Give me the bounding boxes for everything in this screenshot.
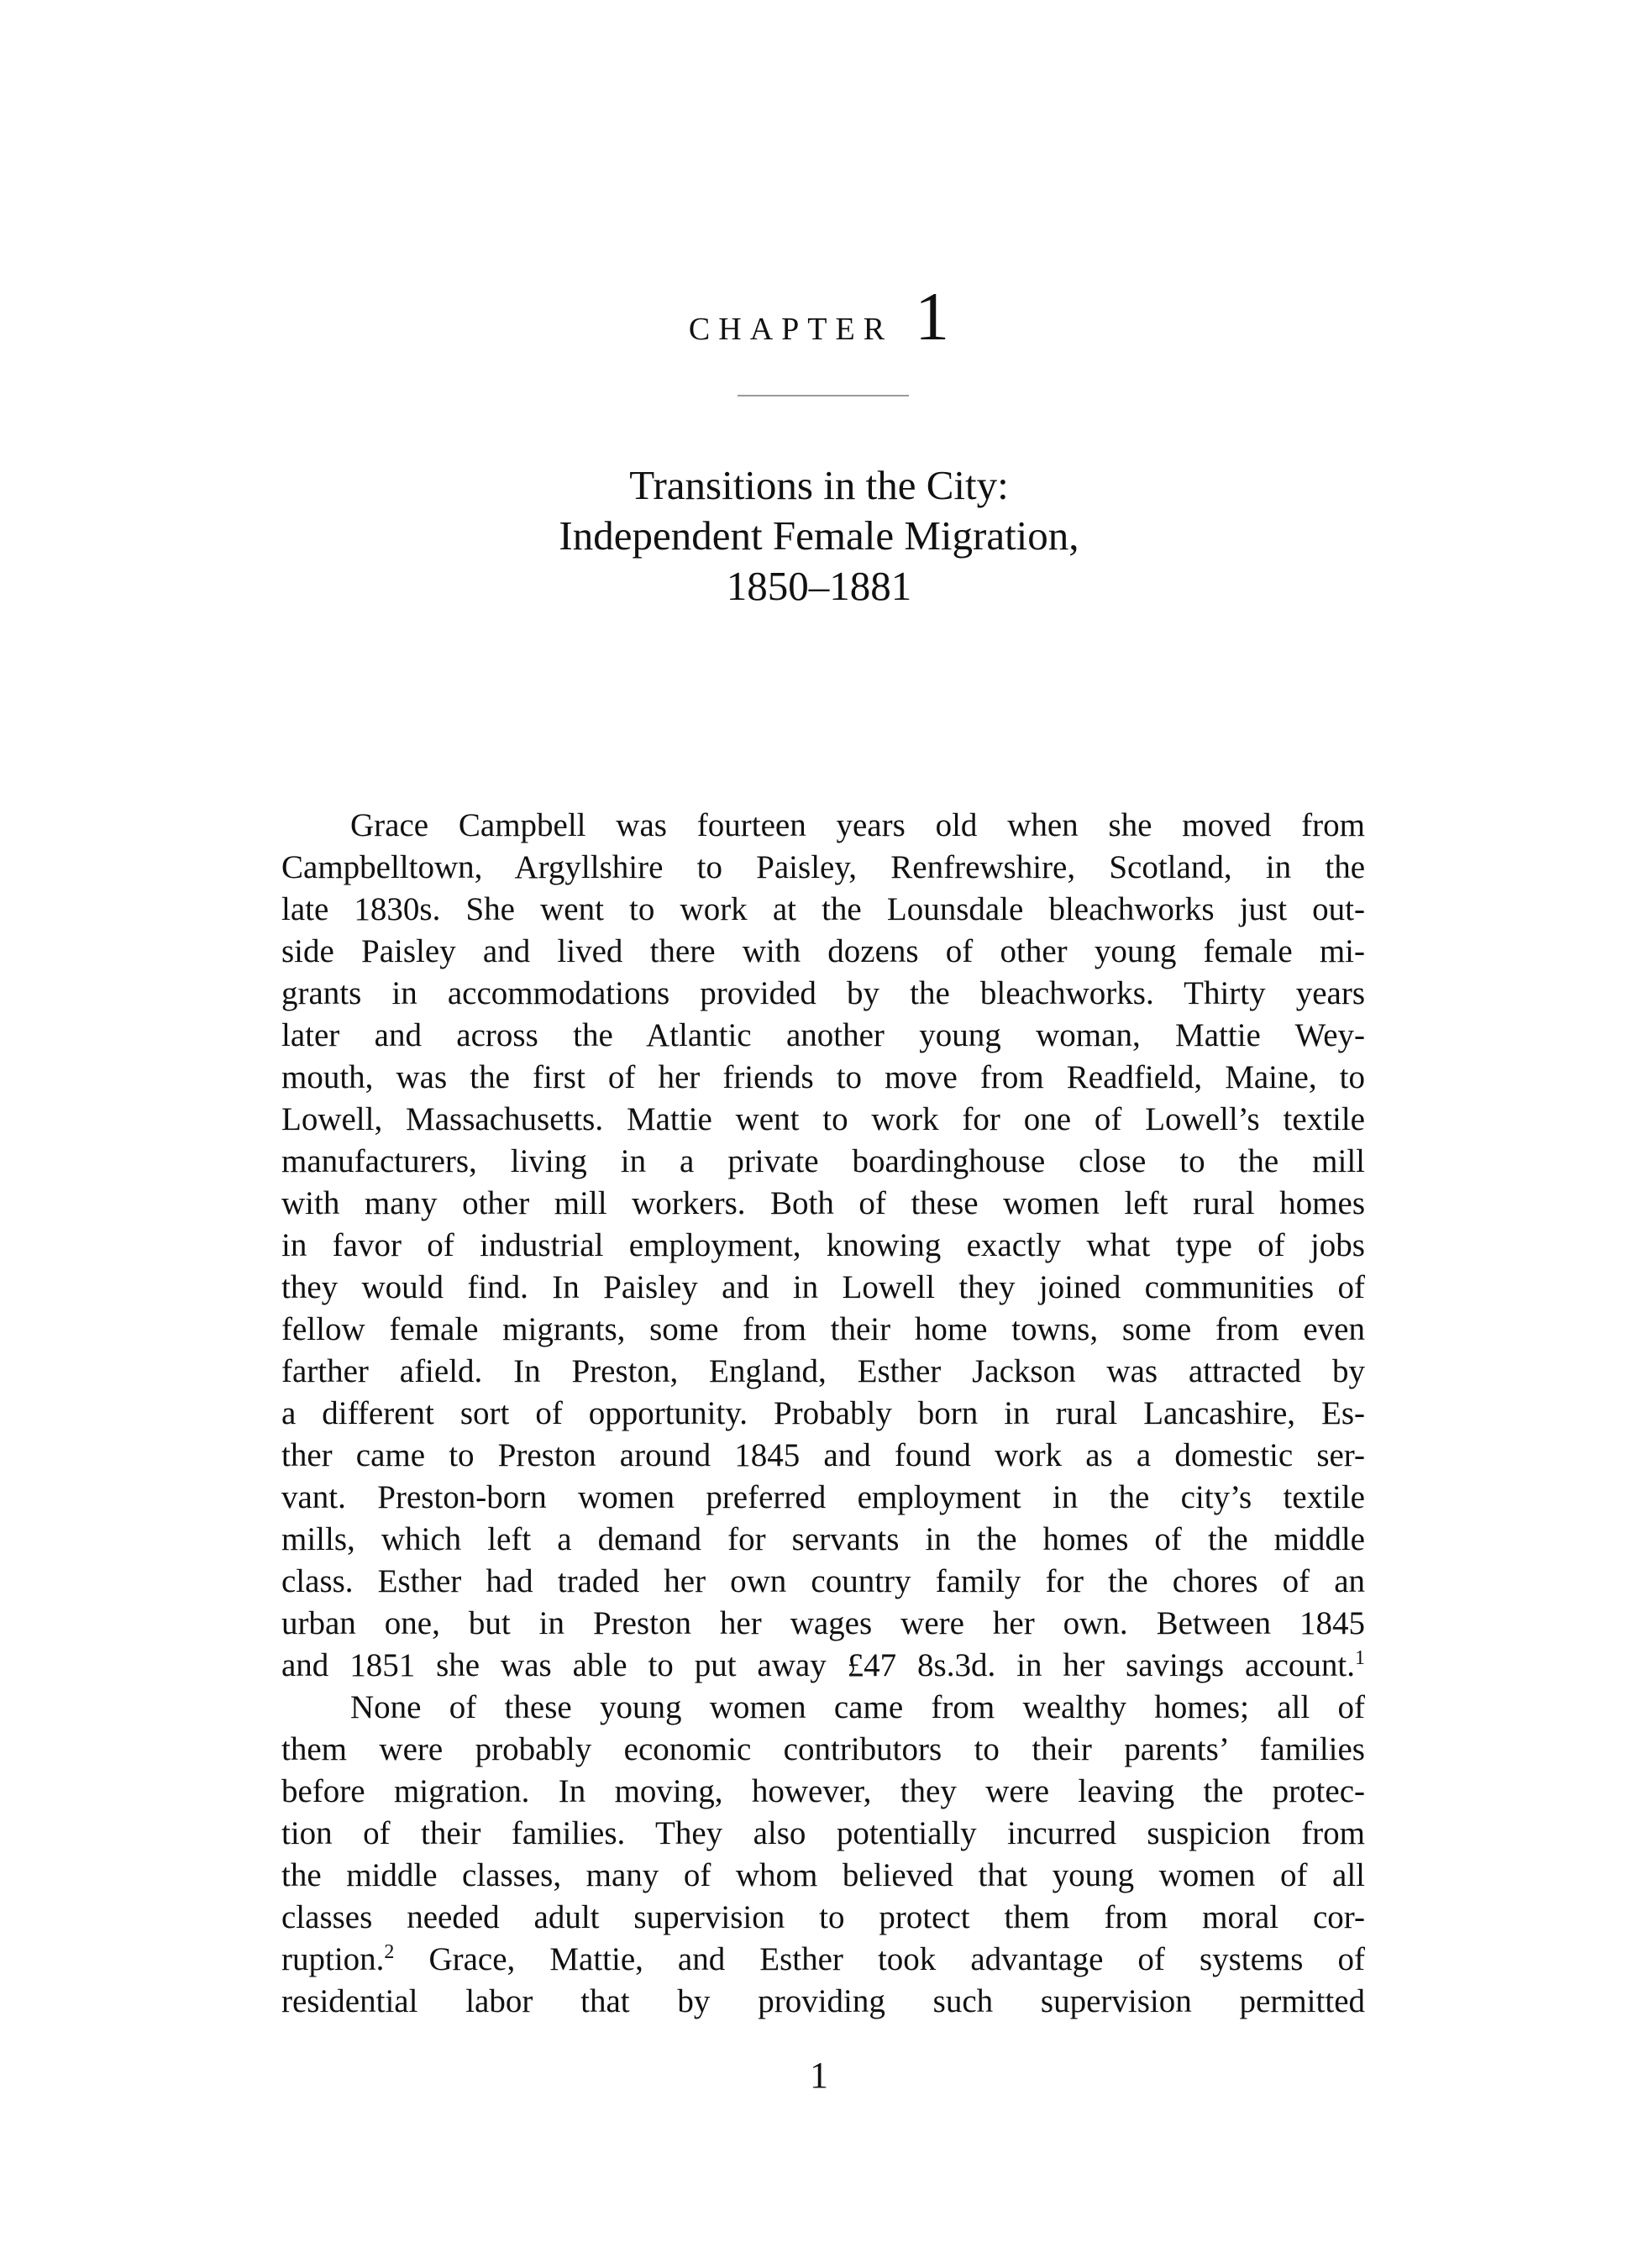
- chapter-number: 1: [915, 278, 950, 354]
- chapter-title: [0, 460, 1638, 612]
- chapter-title-line-3: 1850–1881: [726, 563, 912, 609]
- chapter-divider-rule: [738, 395, 909, 396]
- chapter-heading: [0, 277, 1638, 356]
- chapter-title-line-1: Transitions in the City:: [629, 462, 1009, 508]
- text-segment: and 1851 she was able to put away £47 8s.3d. in her savings account.: [281, 1647, 1355, 1683]
- text-line: class. Esther had traded her own country family for the chores of an: [281, 1563, 1365, 1599]
- chapter-label: CHAPTER: [688, 312, 894, 347]
- paragraph-2: [281, 1687, 1365, 2023]
- text-segment: ruption.: [281, 1941, 385, 1977]
- text-line: tion of their families. They also potentially incurred suspicion from: [281, 1815, 1365, 1851]
- text-line: later and across the Atlantic another young woman, Mattie Wey-: [281, 1017, 1365, 1053]
- text-line: Lowell, Massachusetts. Mattie went to work for one of Lowell’s textile: [281, 1101, 1365, 1137]
- body-text: [281, 805, 1365, 2023]
- text-line-with-footnote: [281, 1645, 1365, 1687]
- text-line: before migration. In moving, however, they were leaving the protec-: [281, 1773, 1365, 1809]
- text-line: a different sort of opportunity. Probably born in rural Lancashire, Es-: [281, 1395, 1365, 1431]
- text-line: manufacturers, living in a private boardinghouse close to the mill: [281, 1143, 1365, 1179]
- paragraph-1: [281, 805, 1365, 1687]
- text-line: urban one, but in Preston her wages were her own. Between 1845: [281, 1605, 1365, 1641]
- text-line: mouth, was the first of her friends to move from Readfield, Maine, to: [281, 1059, 1365, 1095]
- text-line: in favor of industrial employment, knowing exactly what type of jobs: [281, 1227, 1365, 1263]
- text-line: grants in accommodations provided by the bleachworks. Thirty years: [281, 975, 1365, 1011]
- text-line: they would find. In Paisley and in Lowell they joined communities of: [281, 1269, 1365, 1305]
- text-line: the middle classes, many of whom believed that young women of all: [281, 1857, 1365, 1893]
- text-line: Grace Campbell was fourteen years old when she moved from: [350, 807, 1365, 843]
- text-line: fellow female migrants, some from their home towns, some from even: [281, 1311, 1365, 1347]
- footnote-ref-1[interactable]: 1: [1355, 1647, 1365, 1669]
- footnote-ref-2[interactable]: 2: [384, 1941, 395, 1963]
- text-segment: Grace, Mattie, and Esther took advantage of systems of: [394, 1941, 1365, 1977]
- text-line: late 1830s. She went to work at the Lounsdale bleachworks just out-: [281, 891, 1365, 927]
- chapter-title-line-2: Independent Female Migration,: [559, 512, 1079, 559]
- text-line: classes needed adult supervision to protect them from moral cor-: [281, 1899, 1365, 1935]
- text-line: farther afield. In Preston, England, Esther Jackson was attracted by: [281, 1353, 1365, 1389]
- text-line: them were probably economic contributors to their parents’ families: [281, 1731, 1365, 1767]
- text-line: side Paisley and lived there with dozens of other young female mi-: [281, 933, 1365, 969]
- text-line: Campbelltown, Argyllshire to Paisley, Renfrewshire, Scotland, in the: [281, 849, 1365, 885]
- page-number: 1: [810, 2055, 828, 2096]
- text-line: with many other mill workers. Both of these women left rural homes: [281, 1185, 1365, 1221]
- text-line: residential labor that by providing such supervision permitted: [281, 1983, 1365, 2019]
- text-line: None of these young women came from wealthy homes; all of: [350, 1689, 1365, 1725]
- text-line-with-footnote: [281, 1939, 1365, 1981]
- text-line: mills, which left a demand for servants in the homes of the middle: [281, 1521, 1365, 1557]
- text-line: ther came to Preston around 1845 and found work as a domestic ser-: [281, 1437, 1365, 1473]
- text-line: vant. Preston-born women preferred employment in the city’s textile: [281, 1479, 1365, 1515]
